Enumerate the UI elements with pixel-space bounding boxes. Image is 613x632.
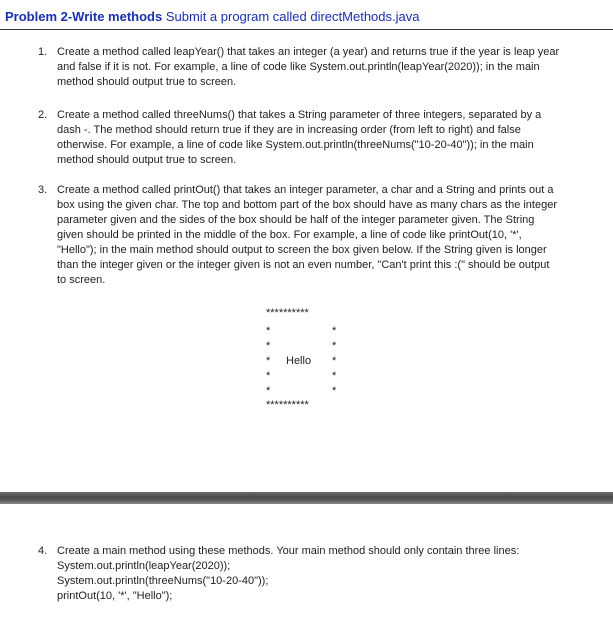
text-line: Create a method called leapYear() that takes an integer (a year) and returns true if the year is leap year bbox=[57, 46, 560, 58]
box-side-right: * bbox=[332, 385, 337, 397]
text-line: Create a method called printOut() that takes an integer parameter, a char and a String and prints out a bbox=[57, 184, 554, 196]
box-side-left: * bbox=[266, 385, 271, 397]
box-top-row bbox=[266, 307, 356, 321]
page-header bbox=[0, 0, 613, 30]
item-number: 1. bbox=[38, 46, 48, 58]
problem-title-rest: Submit a program called directMethods.java bbox=[162, 9, 420, 24]
box-middle-text: Hello bbox=[286, 355, 312, 367]
item-text bbox=[57, 108, 577, 168]
box-side-row bbox=[266, 370, 356, 384]
box-side-row bbox=[266, 385, 356, 399]
item-text bbox=[57, 544, 577, 604]
text-line: and false if it is not. For example, a line of code like System.out.println(leapYear(2020)); in the main bbox=[57, 61, 540, 73]
box-top: ********** bbox=[266, 307, 309, 319]
box-side-row bbox=[266, 340, 356, 354]
text-line: printOut(10, '*', "Hello"); bbox=[57, 590, 173, 602]
box-side-left: * bbox=[266, 370, 271, 382]
item-text bbox=[57, 183, 577, 288]
text-line: Create a main method using these methods. Your main method should only contain three lines: bbox=[57, 545, 520, 557]
problem-title bbox=[5, 9, 419, 24]
text-line: method should output true to screen. bbox=[57, 76, 237, 88]
text-line: box using the given char. The top and bottom part of the box should have as many chars as the integer bbox=[57, 199, 558, 211]
text-line: parameter given and the sides of the box should be half of the integer parameter given. The String bbox=[57, 214, 535, 226]
item-text bbox=[57, 45, 577, 90]
text-line: System.out.println(leapYear(2020)); bbox=[57, 560, 231, 572]
box-side-right: * bbox=[332, 370, 337, 382]
box-side-left: * bbox=[266, 340, 271, 352]
item-number: 4. bbox=[38, 545, 48, 557]
item-number: 3. bbox=[38, 184, 48, 196]
box-bottom-row bbox=[266, 399, 356, 413]
text-line: System.out.println(threeNums("10-20-40")); bbox=[57, 575, 269, 587]
box-bottom: ********** bbox=[266, 399, 309, 411]
text-line: than the integer given or the integer given is not an even number, "Can't print this :(" should be output bbox=[57, 259, 550, 271]
text-line: dash -. The method should return true if they are in increasing order (from left to right) and false bbox=[57, 124, 521, 136]
problem-title-bold: Problem 2-Write methods bbox=[5, 9, 163, 24]
text-line: Create a method called threeNums() that takes a String parameter of three integers, separated by a bbox=[57, 109, 542, 121]
box-side-right: * bbox=[332, 340, 337, 352]
box-side-left: * bbox=[266, 355, 271, 367]
item-number: 2. bbox=[38, 109, 48, 121]
box-side-left: * bbox=[266, 325, 271, 337]
page-break-divider bbox=[0, 492, 613, 504]
box-side-right: * bbox=[332, 325, 337, 337]
box-side-row bbox=[266, 325, 356, 339]
text-line: "Hello"); in the main method should output to screen the box given below. If the String given is longer bbox=[57, 244, 547, 256]
text-line: given should be printed in the middle of the box. For example, a line of code like printOut(10, '*', bbox=[57, 229, 522, 241]
text-line: otherwise. For example, a line of code like System.out.println(threeNums("10-20-40")); in the main bbox=[57, 139, 534, 151]
box-middle-row bbox=[266, 355, 356, 369]
box-side-right: * bbox=[332, 355, 337, 367]
header-divider bbox=[0, 29, 613, 30]
text-line: to screen. bbox=[57, 274, 106, 286]
text-line: method should output true to screen. bbox=[57, 154, 237, 166]
